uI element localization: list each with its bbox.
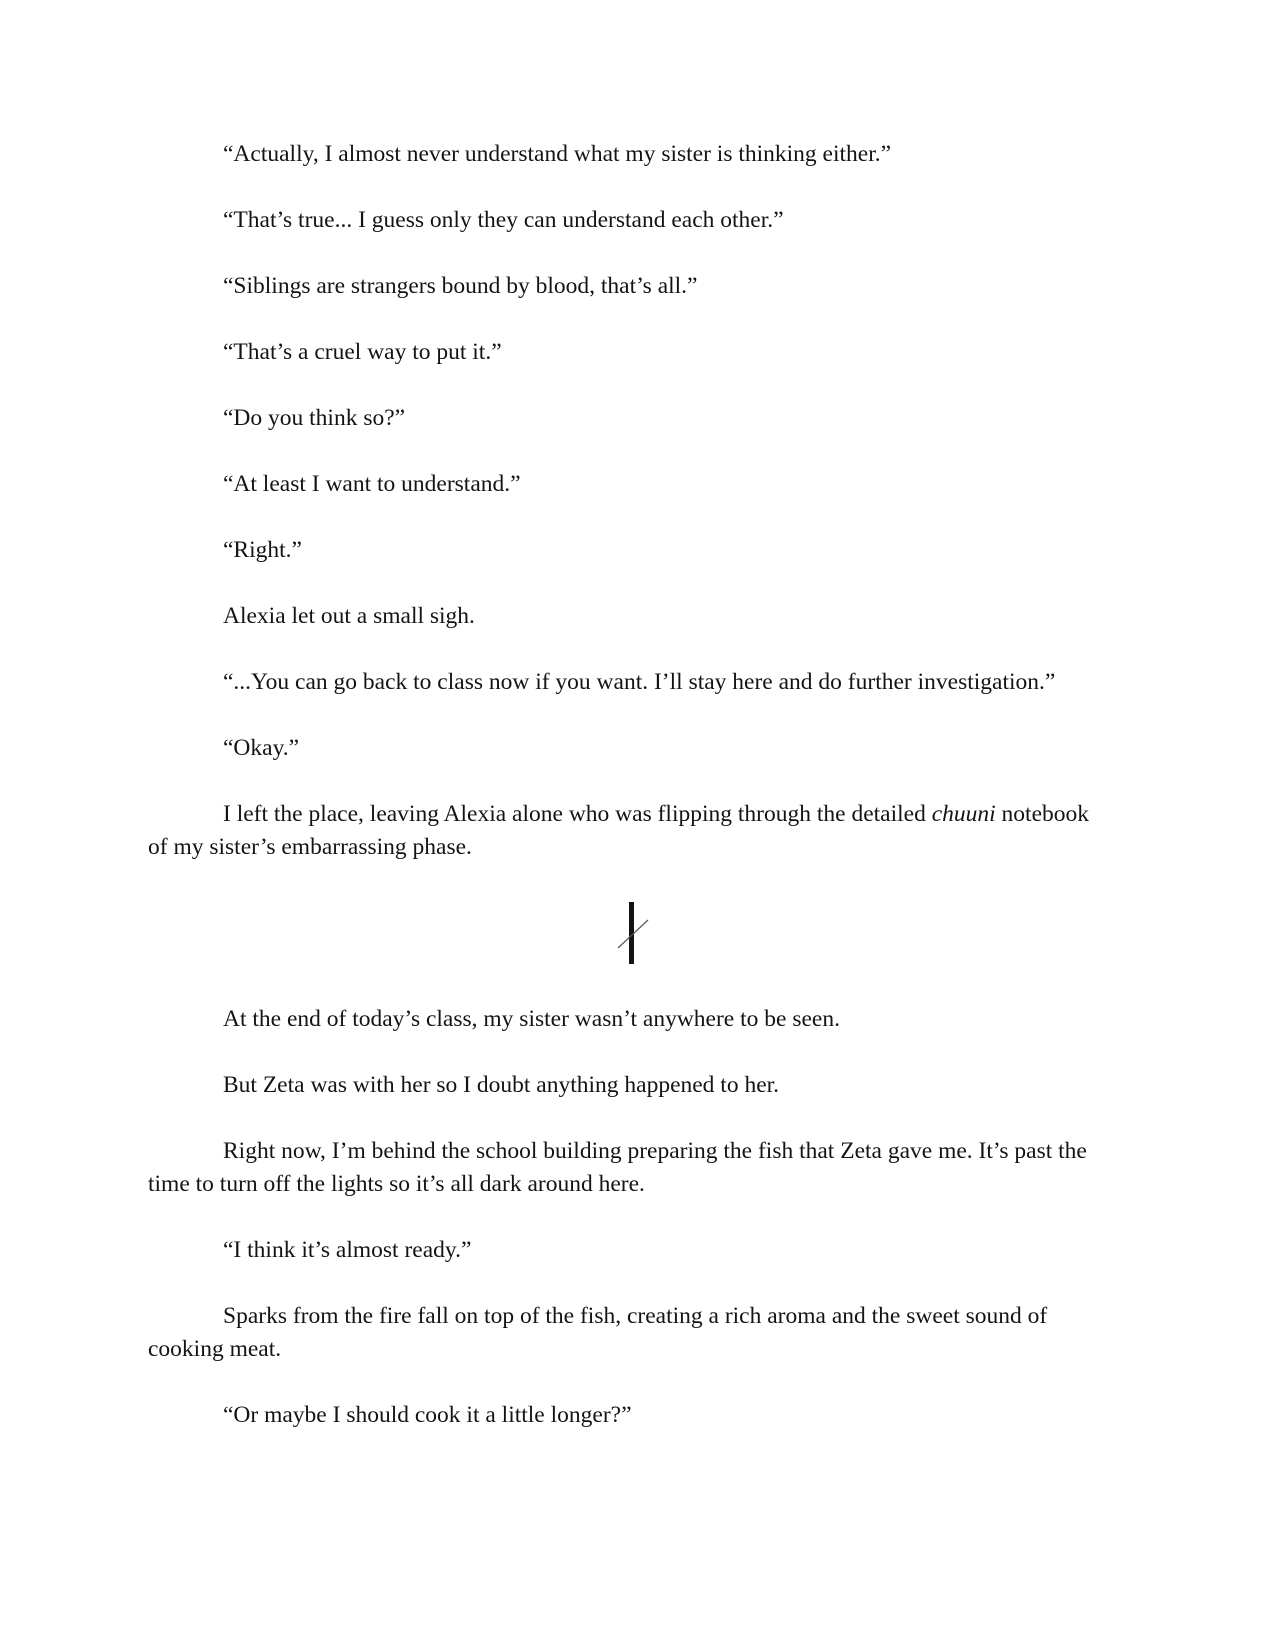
paragraph: “That’s a cruel way to put it.”: [223, 339, 502, 365]
paragraph: Alexia let out a small sigh.: [223, 603, 475, 629]
paragraph: But Zeta was with her so I doubt anything happened to her.: [223, 1072, 780, 1098]
paragraph: “...You can go back to class now if you want. I’ll stay here and do further investigation.”: [223, 669, 1056, 695]
body-text: [148, 138, 1108, 1465]
italic-term: chuuni: [931, 801, 996, 827]
scene-break: [148, 889, 1108, 977]
paragraph-leaving: [148, 798, 1108, 864]
paragraph: “Right.”: [223, 537, 302, 563]
paragraph: “Actually, I almost never understand what my sister is thinking either.”: [223, 141, 892, 167]
paragraph-text: I left the place, leaving Alexia alone who was flipping through the detailed: [223, 801, 932, 827]
paragraph: “Okay.”: [223, 735, 300, 761]
paragraph: “Or maybe I should cook it a little longer?”: [223, 1402, 632, 1428]
scene-break-dagger-icon: [615, 898, 655, 968]
paragraph: At the end of today’s class, my sister wasn’t anywhere to be seen.: [223, 1006, 840, 1032]
paragraph: “I think it’s almost ready.”: [223, 1237, 472, 1263]
paragraph-text: notebook of my sister’s embarrassing phase.: [148, 801, 1090, 860]
paragraph: “Do you think so?”: [223, 405, 406, 431]
paragraph: “That’s true... I guess only they can understand each other.”: [223, 207, 784, 233]
paragraph: “At least I want to understand.”: [223, 471, 521, 497]
paragraph: “Siblings are strangers bound by blood, that’s all.”: [223, 273, 698, 299]
paragraph: Right now, I’m behind the school building preparing the fish that Zeta gave me. It’s past the time to turn off the lights so it’s all dark around here.: [148, 1138, 1087, 1197]
paragraph: Sparks from the fire fall on top of the fish, creating a rich aroma and the sweet sound of cooking meat.: [148, 1303, 1048, 1362]
